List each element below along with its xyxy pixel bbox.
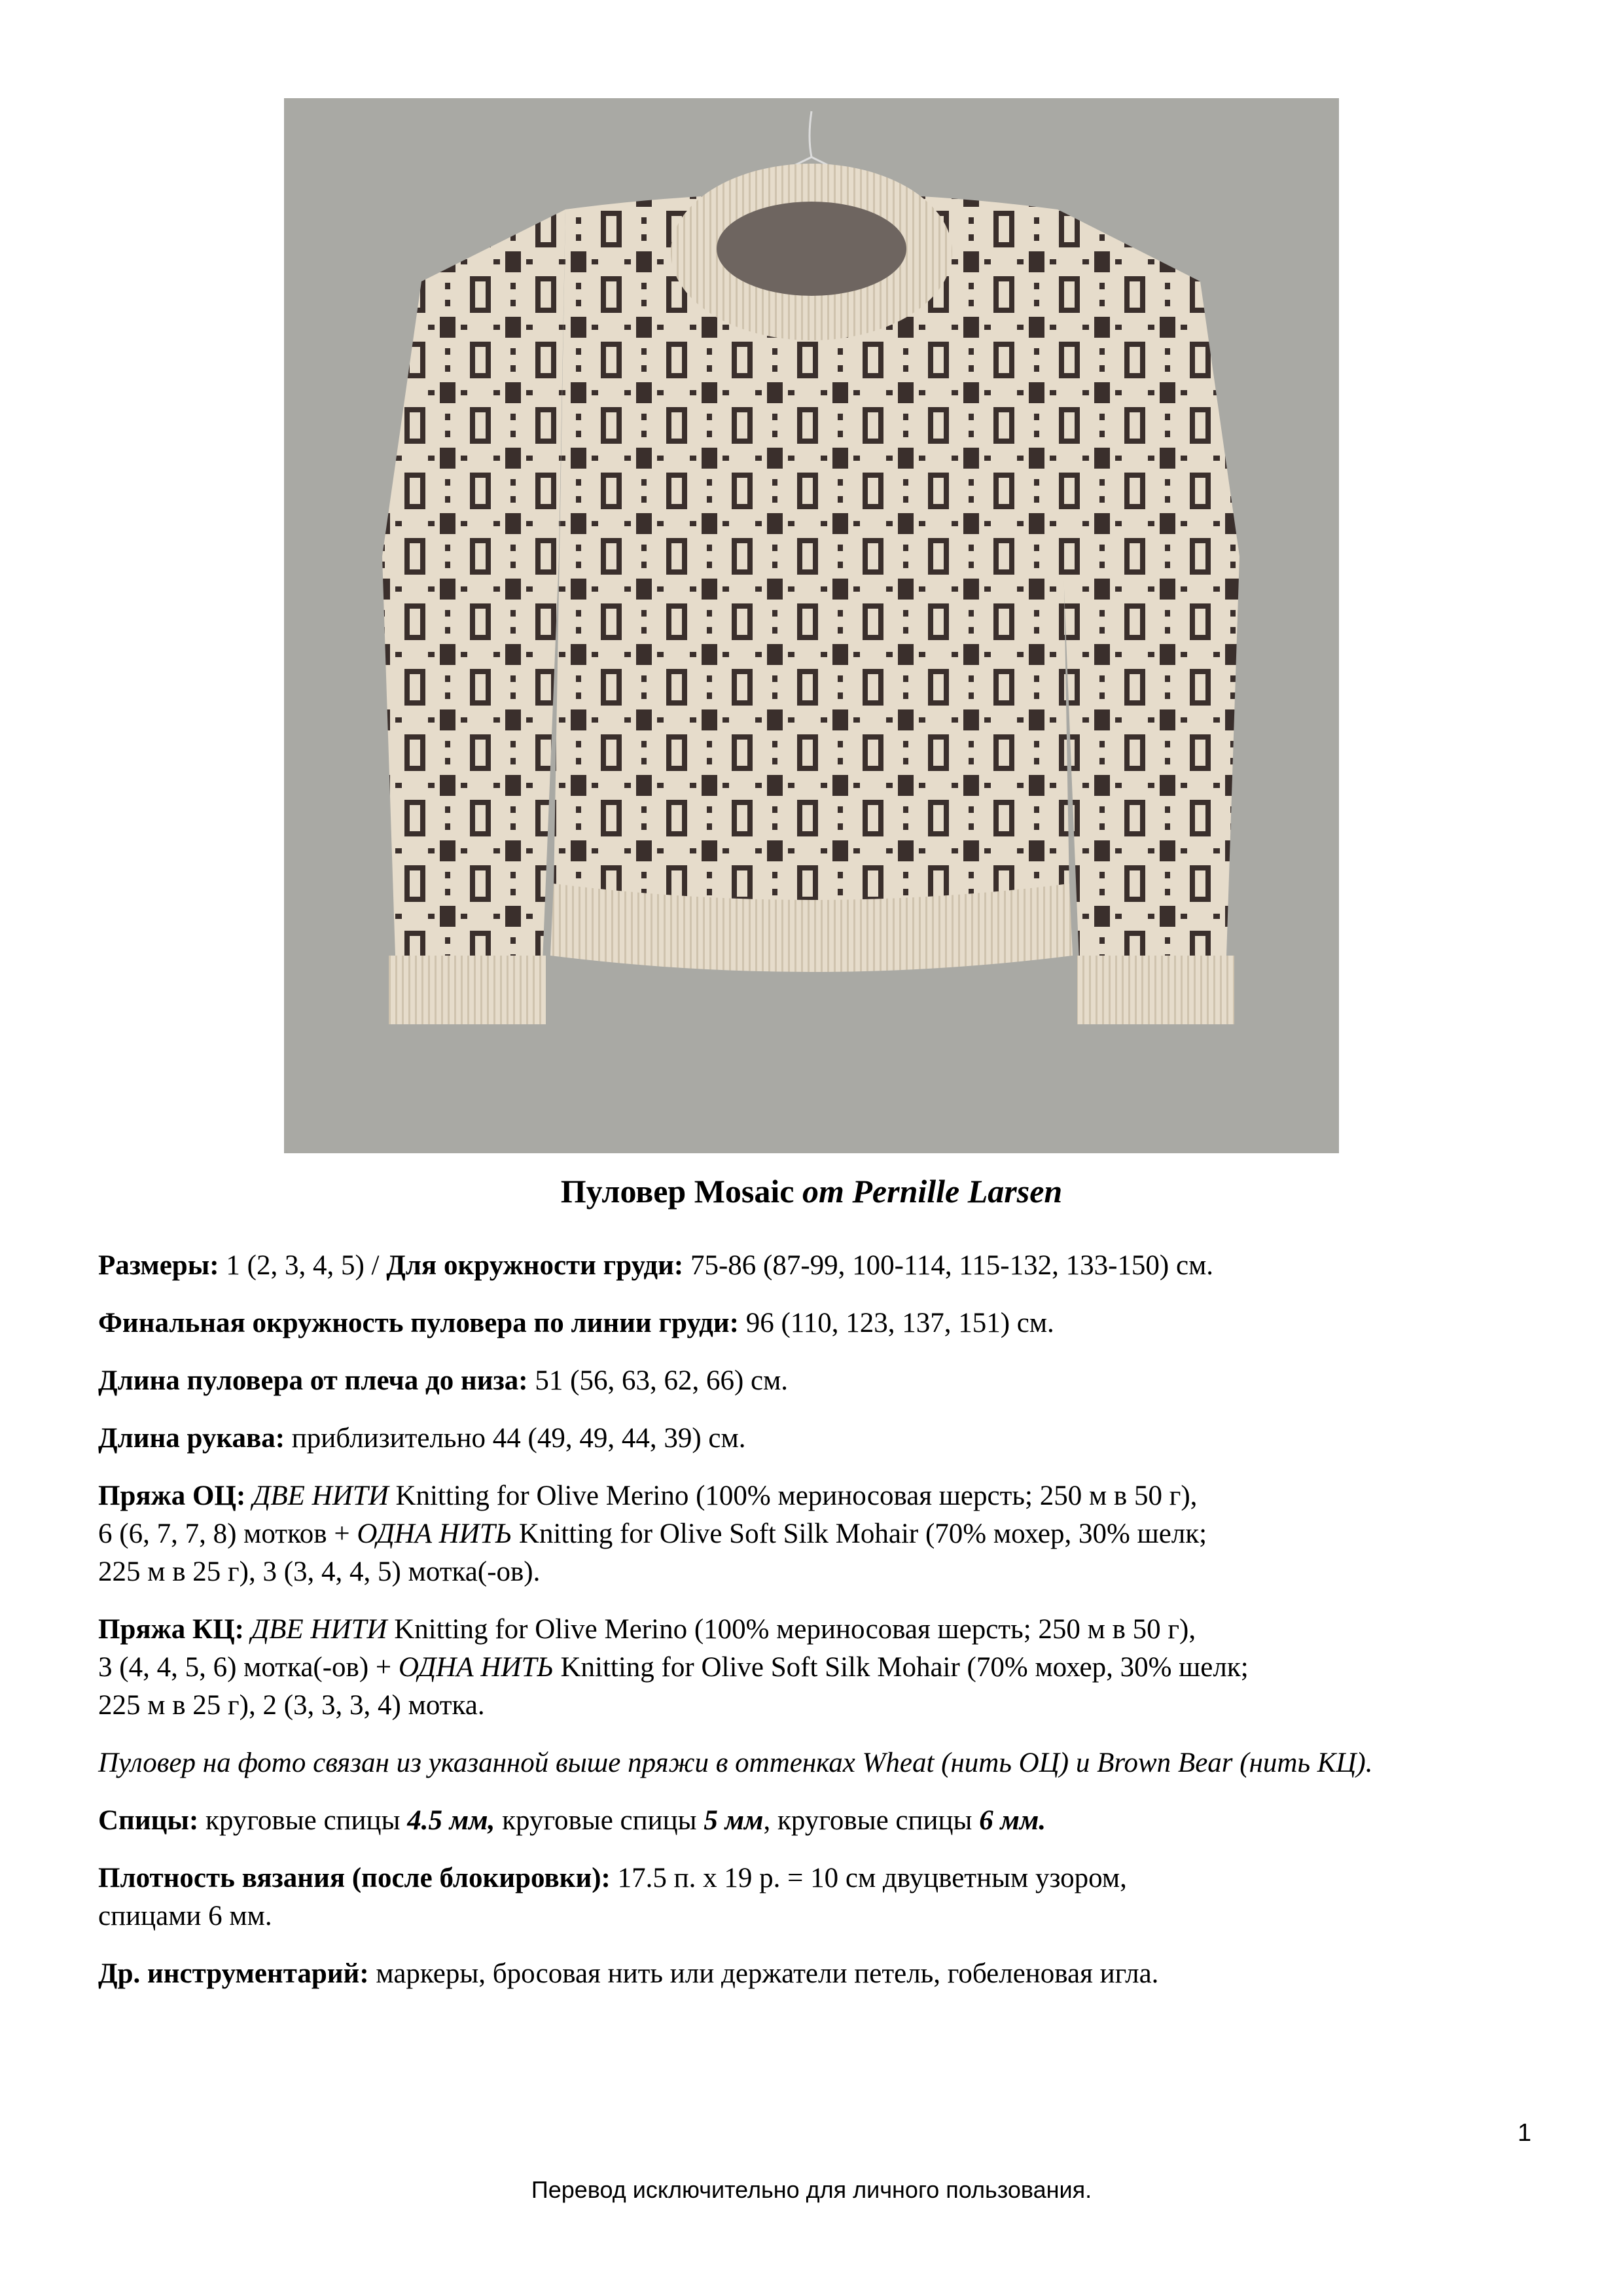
sweater-illustration: [284, 98, 1339, 1153]
sleeve-length-line: Длина рукава: приблизительно 44 (49, 49, 44, 39) см.: [98, 1423, 746, 1454]
length-line: Длина пуловера от плеча до низа: 51 (56, 63, 62, 66) см.: [98, 1365, 789, 1396]
sweater-photo: [284, 98, 1339, 1153]
final-chest-line: Финальная окружность пуловера по линии груди: 96 (110, 123, 137, 151) см.: [98, 1308, 1054, 1338]
sizes-line: Размеры: 1 (2, 3, 4, 5) / Для окружности груди: 75-86 (87-99, 100-114, 115-132, 133-150) см.: [98, 1250, 1214, 1281]
yarn-mc-block: Пряжа ОЦ: ДВЕ НИТИ Knitting for Olive Merino (100% мериносовая шерсть; 250 м в 50 г), 6 (6, 7, 7, 8) мотков + ОДНА НИТЬ Knitting for Olive Soft Silk Mohair (70% мохер, 30% шелк; 225 м в 25 г), 3 (3, 4, 4, 5) мотка(-ов).: [98, 1480, 1207, 1587]
page-number: 1: [1517, 2119, 1531, 2147]
yarn-cc-block: Пряжа КЦ: ДВЕ НИТИ Knitting for Olive Merino (100% мериносовая шерсть; 250 м в 50 г), 3 (4, 4, 5, 6) мотка(-ов) + ОДНА НИТЬ Knitting for Olive Soft Silk Mohair (70% мохер, 30% шелк; 225 м в 25 г), 2 (3, 3, 3, 4) мотка.: [98, 1614, 1249, 1721]
gauge-line: Плотность вязания (после блокировки): 17.5 п. х 19 р. = 10 см двуцветным узором, спицами 6 мм.: [98, 1863, 1127, 1931]
footer-note: Перевод исключительно для личного пользования.: [531, 2176, 1092, 2203]
pattern-title: Пуловер Mosaic от Pernille Larsen: [560, 1173, 1063, 1210]
photo-note: Пуловер на фото связан из указанной выше пряжи в оттенках Wheat (нить ОЦ) и Brown Bear (нить КЦ).: [98, 1748, 1373, 1778]
pattern-details: [98, 1247, 1538, 2013]
notions-line: Др. инструментарий: маркеры, бросовая нить или держатели петель, гобеленовая игла.: [98, 1958, 1159, 1989]
needles-line: Спицы: круговые спицы 4.5 мм, круговые спицы 5 мм, круговые спицы 6 мм.: [98, 1805, 1046, 1836]
